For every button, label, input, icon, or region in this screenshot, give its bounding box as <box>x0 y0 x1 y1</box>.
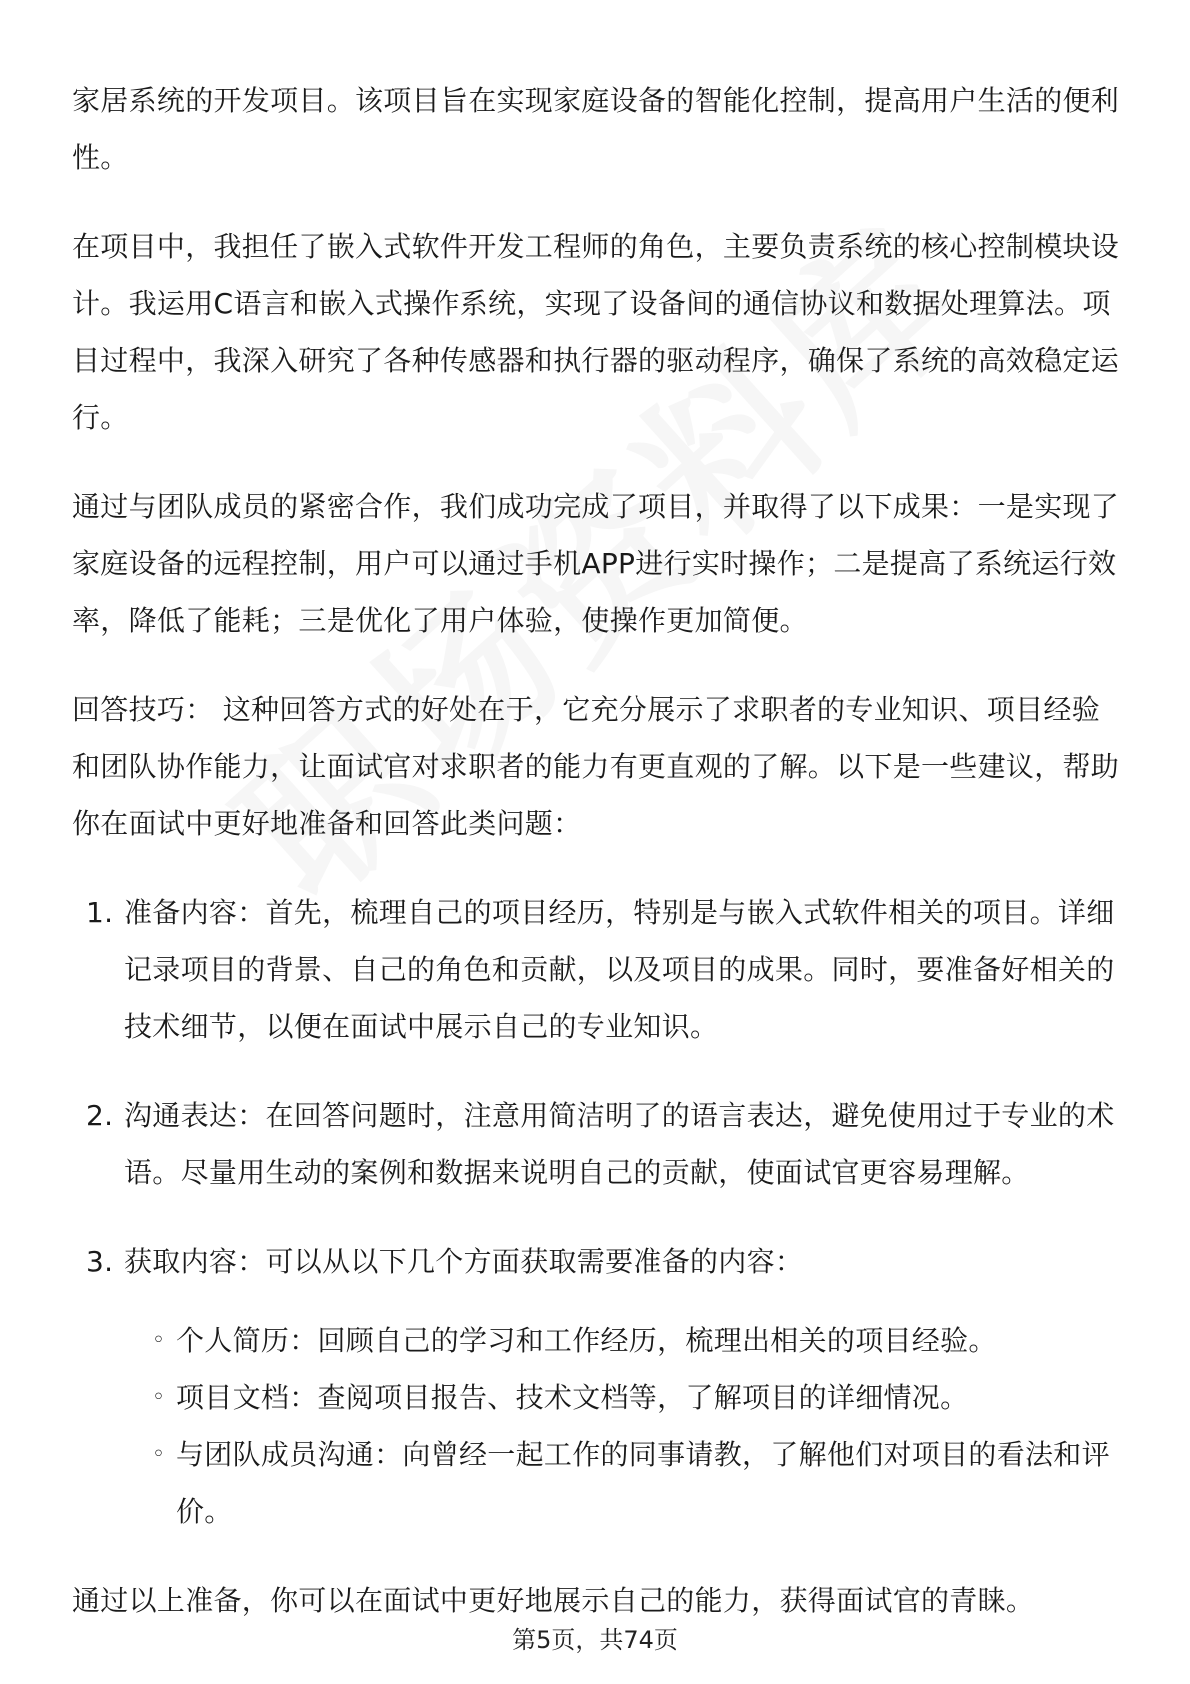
list-item-text: 沟通表达：在回答问题时，注意用简洁明了的语言表达，避免使用过于专业的术语。尽量用生动的案例和数据来说明自己的贡献，使面试官更容易理解。 <box>124 1099 1115 1189</box>
bullet-list-item <box>72 1312 1122 1369</box>
paragraph-answer-tips: 回答技巧： 这种回答方式的好处在于，它充分展示了求职者的专业知识、项目经验和团队协作能力，让面试官对求职者的能力有更直观的了解。以下是一些建议，帮助你在面试中更好地准备和回答此类问题： <box>72 693 1120 840</box>
numbered-list-item <box>72 884 1122 1055</box>
bullet-item-text: 与团队成员沟通：向曾经一起工作的同事请教，了解他们对项目的看法和评价。 <box>176 1438 1110 1528</box>
list-number: 3. <box>86 1245 114 1278</box>
numbered-list-item <box>72 1233 1122 1290</box>
hollow-bullet-icon: ◦ <box>152 1328 166 1353</box>
page-number: 第5页，共74页 <box>512 1626 678 1654</box>
list-item-text: 准备内容：首先，梳理自己的项目经历，特别是与嵌入式软件相关的项目。详细记录项目的背景、自己的角色和贡献，以及项目的成果。同时，要准备好相关的技术细节，以便在面试中展示自己的专业知识。 <box>124 896 1115 1043</box>
paragraph-results: 通过与团队成员的紧密合作，我们成功完成了项目，并取得了以下成果：一是实现了家庭设备的远程控制，用户可以通过手机APP进行实时操作；二是提高了系统运行效率，降低了能耗；三是优化了用户体验，使操作更加简便。 <box>72 490 1120 637</box>
hollow-bullet-icon: ◦ <box>152 1385 166 1410</box>
bullet-item-text: 项目文档：查阅项目报告、技术文档等，了解项目的详细情况。 <box>176 1381 969 1414</box>
page-footer <box>0 1620 1190 1655</box>
list-number: 1. <box>86 896 114 929</box>
numbered-list-item <box>72 1087 1122 1201</box>
hollow-bullet-icon: ◦ <box>152 1442 166 1467</box>
paragraph-role: 在项目中，我担任了嵌入式软件开发工程师的角色，主要负责系统的核心控制模块设计。我运用C语言和嵌入式操作系统，实现了设备间的通信协议和数据处理算法。项目过程中，我深入研究了各种传感器和执行器的驱动程序，确保了系统的高效稳定运行。 <box>72 230 1120 434</box>
bullet-list-item <box>72 1426 1122 1540</box>
bullet-sublist <box>72 1312 1122 1540</box>
bullet-item-text: 个人简历：回顾自己的学习和工作经历，梳理出相关的项目经验。 <box>176 1324 997 1357</box>
paragraph-closing: 通过以上准备，你可以在面试中更好地展示自己的能力，获得面试官的青睐。 <box>72 1584 1035 1617</box>
list-number: 2. <box>86 1099 114 1132</box>
bullet-list-item <box>72 1369 1122 1426</box>
document-body <box>72 72 1122 1661</box>
list-item-text: 获取内容：可以从以下几个方面获取需要准备的内容： <box>124 1245 804 1278</box>
numbered-list <box>72 884 1122 1290</box>
paragraph-project-intro: 家居系统的开发项目。该项目旨在实现家庭设备的智能化控制，提高用户生活的便利性。 <box>72 84 1120 174</box>
